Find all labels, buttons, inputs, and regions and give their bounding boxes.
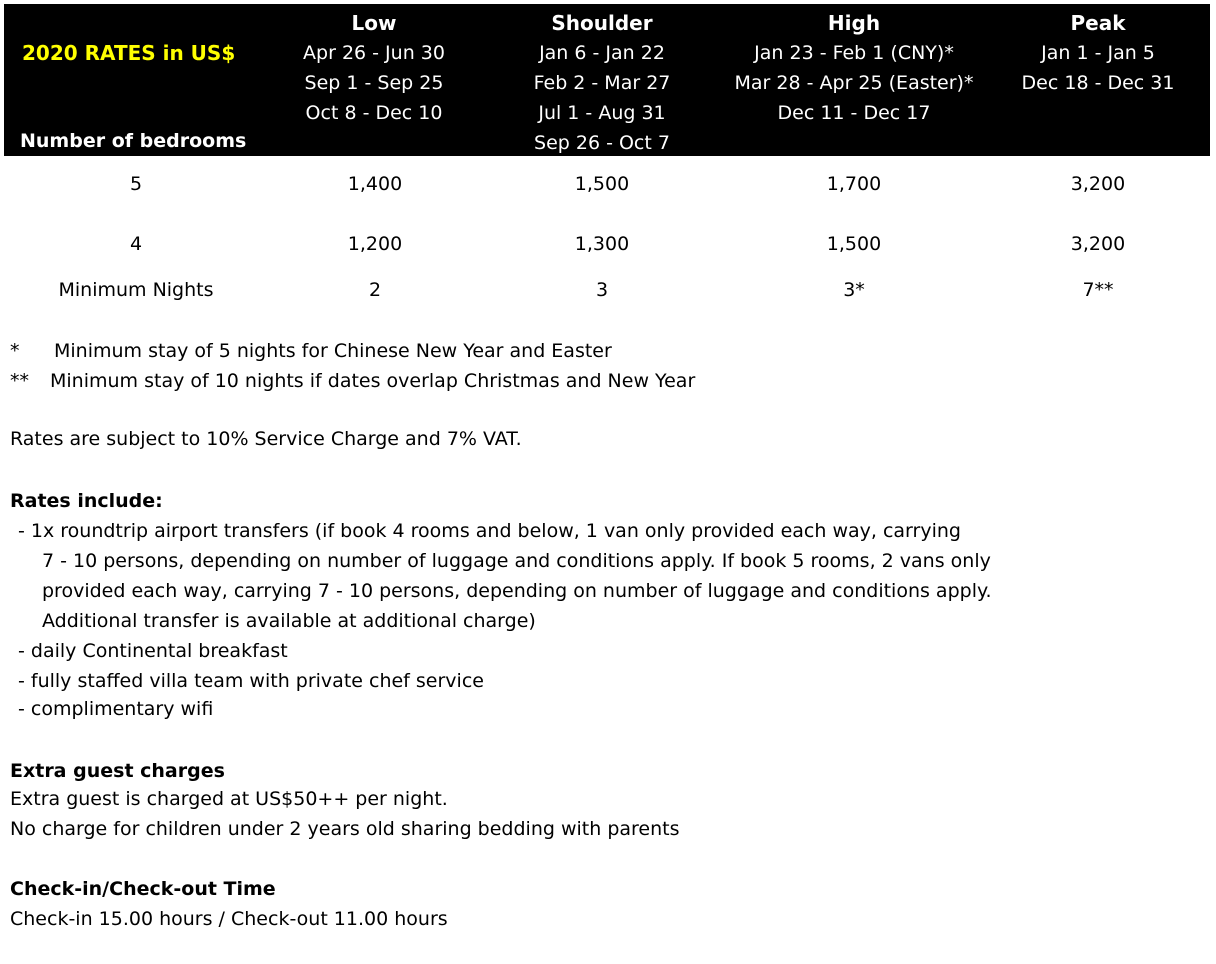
- min-nights-cell: 3*: [843, 279, 865, 301]
- season-date: Sep 1 - Sep 25: [304, 72, 444, 94]
- season-date: Jan 1 - Jan 5: [1041, 42, 1155, 64]
- footnote-marker: **: [10, 370, 29, 392]
- row-label: 5: [129, 173, 143, 195]
- min-nights-cell: 7**: [1082, 279, 1114, 301]
- rate-cell: 1,500: [574, 173, 630, 195]
- list-item: - complimentary wifi: [18, 698, 214, 720]
- season-date: Sep 26 - Oct 7: [534, 132, 670, 154]
- rate-cell: 1,200: [347, 233, 403, 255]
- footnote-text: Minimum stay of 10 nights if dates overlap Christmas and New Year: [50, 370, 696, 392]
- min-nights-cell: 2: [368, 279, 382, 301]
- season-header-low: [303, 8, 445, 128]
- season-date: Dec 18 - Dec 31: [1021, 72, 1175, 94]
- rate-cell: 1,300: [574, 233, 630, 255]
- includes-heading: Rates include:: [10, 490, 163, 512]
- season-date: Dec 11 - Dec 17: [777, 102, 931, 124]
- season-name: Shoulder: [551, 11, 653, 35]
- list-item-continuation: provided each way, carrying 7 - 10 persons, depending on number of luggage and conditions apply.: [42, 580, 992, 602]
- season-date: Feb 2 - Mar 27: [533, 72, 671, 94]
- season-date: Jul 1 - Aug 31: [538, 102, 666, 124]
- footnote-text: Minimum stay of 5 nights for Chinese New Year and Easter: [54, 340, 612, 362]
- list-item-continuation: 7 - 10 persons, depending on number of luggage and conditions apply. If book 5 rooms, 2 vans only: [42, 550, 991, 572]
- checkin-heading: Check-in/Check-out Time: [10, 878, 276, 900]
- season-name: Peak: [1070, 11, 1126, 35]
- checkin-line: Check-in 15.00 hours / Check-out 11.00 hours: [10, 908, 448, 930]
- season-header-shoulder: [534, 8, 671, 158]
- bedrooms-column-header: Number of bedrooms: [20, 130, 247, 152]
- row-label: Minimum Nights: [58, 279, 214, 301]
- list-item: - daily Continental breakfast: [18, 640, 288, 662]
- rate-cell: 1,400: [347, 173, 403, 195]
- rates-table-header: [4, 4, 1210, 156]
- rate-cell: 1,700: [826, 173, 882, 195]
- rate-cell: 3,200: [1070, 233, 1126, 255]
- extra-guest-line: Extra guest is charged at US$50++ per night.: [10, 788, 448, 810]
- list-item: - 1x roundtrip airport transfers (if book 4 rooms and below, 1 van only provided each way, carrying: [18, 520, 961, 542]
- rates-title: 2020 RATES in US$: [22, 41, 236, 65]
- season-date: Apr 26 - Jun 30: [303, 42, 445, 64]
- tax-note: Rates are subject to 10% Service Charge and 7% VAT.: [10, 428, 522, 450]
- season-header-high: [735, 8, 974, 128]
- rate-cell: 3,200: [1070, 173, 1126, 195]
- season-date: Mar 28 - Apr 25 (Easter)*: [734, 72, 974, 94]
- list-item: - fully staffed villa team with private chef service: [18, 670, 484, 692]
- extra-guest-heading: Extra guest charges: [10, 760, 225, 782]
- list-item-continuation: Additional transfer is available at additional charge): [42, 610, 536, 632]
- min-nights-cell: 3: [595, 279, 609, 301]
- rate-cell: 1,500: [826, 233, 882, 255]
- season-name: Low: [351, 11, 397, 35]
- season-date: Jan 6 - Jan 22: [539, 42, 665, 64]
- season-name: High: [827, 11, 881, 35]
- season-date: Oct 8 - Dec 10: [305, 102, 443, 124]
- row-label: 4: [129, 233, 143, 255]
- season-date: Jan 23 - Feb 1 (CNY)*: [754, 42, 954, 64]
- season-header-peak: [1022, 8, 1175, 98]
- extra-guest-line: No charge for children under 2 years old sharing bedding with parents: [10, 818, 680, 840]
- footnote-marker: *: [10, 340, 20, 362]
